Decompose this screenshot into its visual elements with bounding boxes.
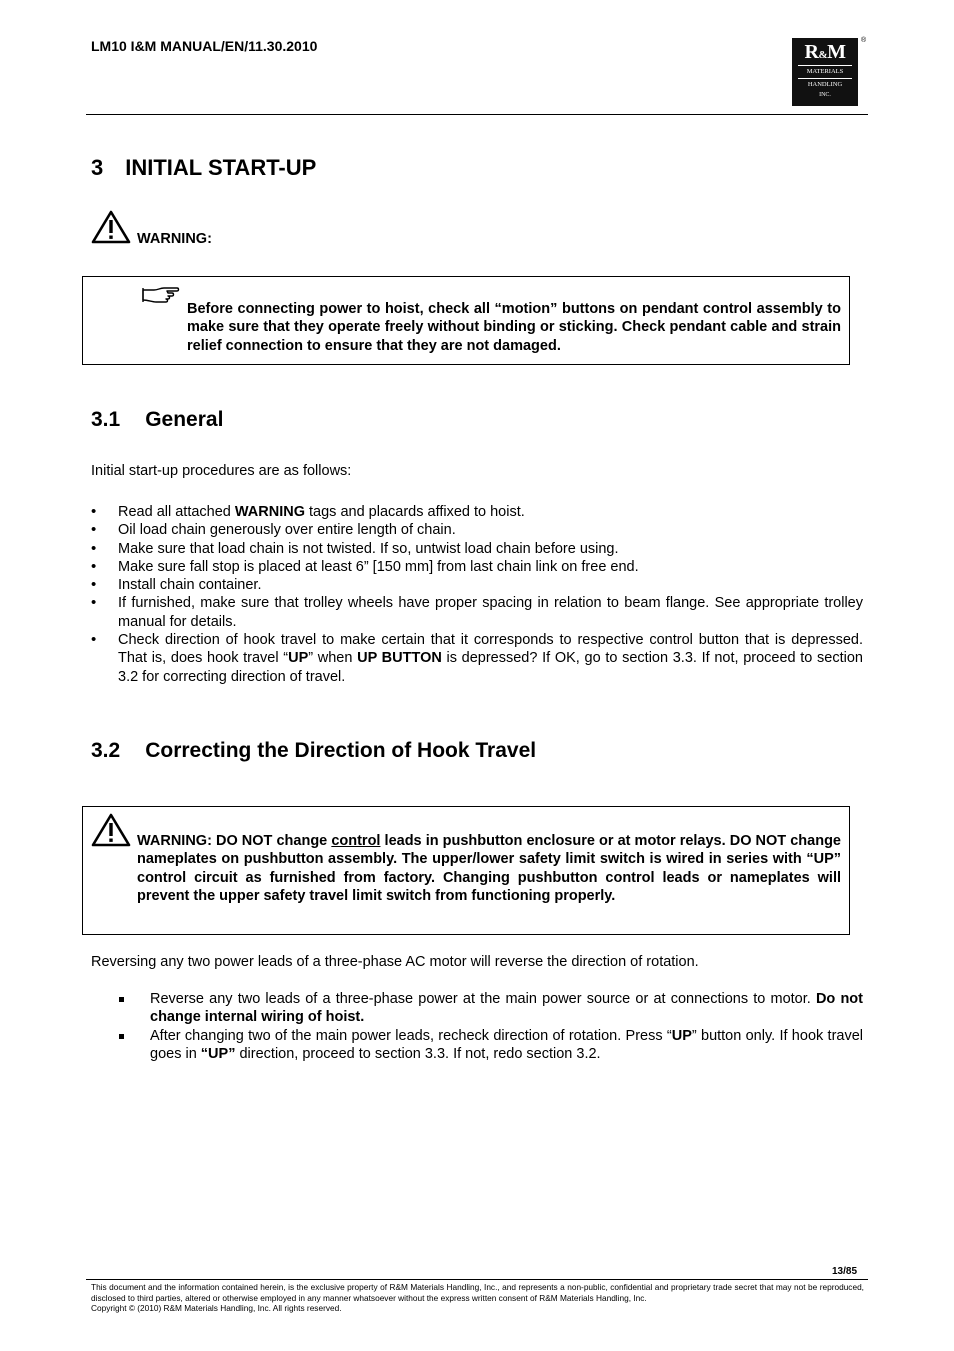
registered-mark: ® [861,37,867,44]
footer-divider [86,1279,868,1280]
list-item: • If furnished, make sure that trolley wheels have proper spacing in relation to beam flange. See appropriate trolley manual for details. [91,594,863,631]
section-31-title: General [145,408,224,431]
section-31-intro: Initial start-up procedures are as follows: [91,463,352,479]
section-31-heading [91,408,223,432]
page-number: 13/85 [832,1266,858,1277]
section-32-title: Correcting the Direction of Hook Travel [145,739,537,762]
section-32-intro: Reversing any two power leads of a three-phase AC motor will reverse the direction of rotation. [91,954,699,970]
logo-line1: MATERIALS [798,65,852,78]
start-up-list [91,503,863,686]
section-3-heading [91,155,316,181]
header-divider [86,114,868,115]
section-32-heading [91,739,536,763]
notice-text: Before connecting power to hoist, check all “motion” buttons on pendant control assembly to make sure that they operate freely without binding or sticking. Check pendant cable and strain relief connection to ensure that they are not damaged. [187,301,841,354]
disclaimer-text: This document and the information contained herein, is the exclusive property of R&M Materials Handling, Inc., and represents a non-public, confidential and proprietary trade secret that may not be reproduced, disclosed to third parties, altered or otherwise employed in any manner whatsoever without the express written consent of R&M Materials Handling, Inc. [91,1282,864,1303]
section-3-number: 3 [91,155,104,180]
list-item: • Check direction of hook travel to make certain that it corresponds to respective control button that is depressed. That is, does hook travel “UP” when UP BUTTON is depressed? If OK, go to section 3.3. If not, proceed to section 3.2 for correcting direction of travel. [91,631,863,686]
list-item: • Make sure that load chain is not twisted. If so, untwist load chain before using. [91,540,863,558]
list-item: • Install chain container. [91,576,863,594]
copyright-text: Copyright © (2010) R&M Materials Handling, Inc. All rights reserved. [91,1303,342,1313]
section-32-number: 3.2 [91,739,121,762]
section-3-title: INITIAL START-UP [125,155,317,180]
reversal-list [118,990,863,1063]
warning-icon [91,210,131,249]
legal-disclaimer [91,1282,864,1314]
list-item: After changing two of the main power leads, recheck direction of rotation. Press “UP” button only. If hook travel goes in “UP” direction, proceed to section 3.3. If not, redo section 3.2. [118,1027,863,1064]
logo-line2: HANDLING [798,78,852,91]
list-item: • Make sure fall stop is placed at least 6” [150 mm] from last chain link on free end. [91,558,863,576]
company-logo [792,38,858,106]
list-item: • Read all attached WARNING tags and placards affixed to hoist. [91,503,863,521]
warning-text: WARNING: DO NOT change control leads in pushbutton enclosure or at motor relays. DO NOT change nameplates on pushbutton assembly. The upper/lower safety limit switch is wired in series with “UP” control circuit as furnished from factory. Changing pushbutton control leads or nameplates will prevent the upper safety travel limit switch from functioning properly. [137,833,841,904]
pointing-hand-icon [140,285,180,312]
section-31-number: 3.1 [91,408,121,431]
logo-line3: INC. [819,92,831,98]
list-item: Reverse any two leads of a three-phase power at the main power source or at connections to motor. Do not change internal wiring of hoist. [118,990,863,1027]
document-id: LM10 I&M MANUAL/EN/11.30.2010 [91,38,318,54]
list-item: • Oil load chain generously over entire length of chain. [91,521,863,539]
logo-monogram: R&M [804,41,846,63]
warning-icon [91,813,131,852]
warning-label: WARNING: [137,231,212,247]
